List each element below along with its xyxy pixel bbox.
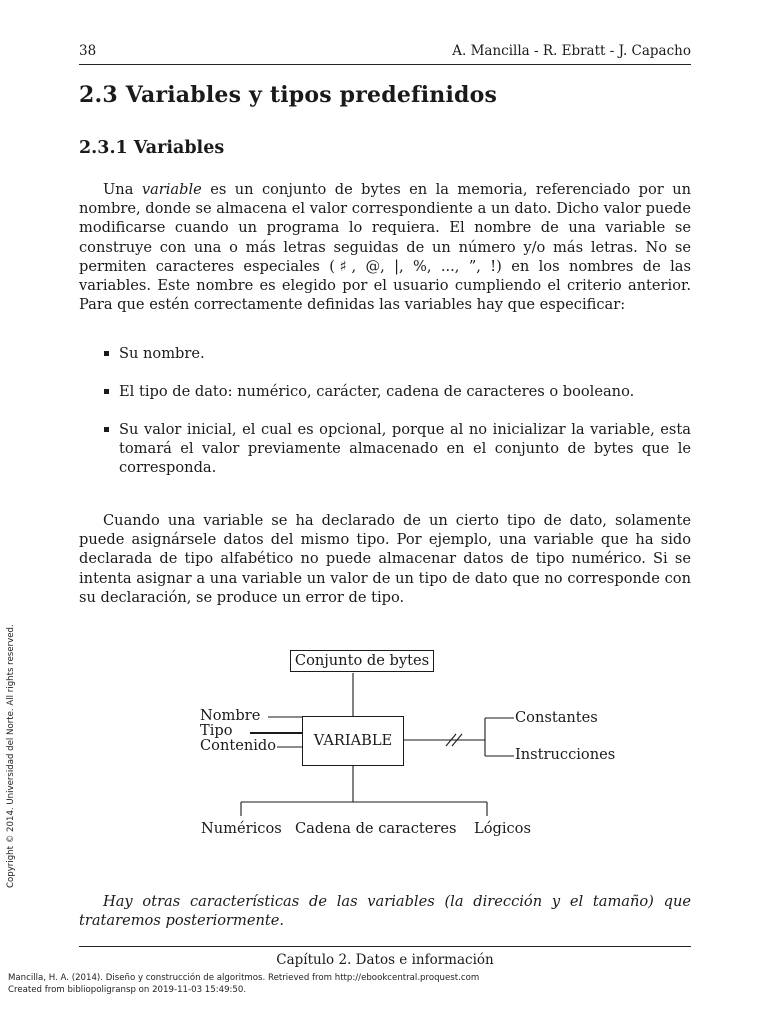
variable-diagram <box>0 640 768 840</box>
variable-box: VARIABLE <box>302 716 404 766</box>
created-line: Created from bibliopoligransp on 2019-11-03 15:49:50. <box>8 985 247 995</box>
label-numericos: Numéricos <box>201 820 282 837</box>
label-logicos: Lógicos <box>474 820 531 837</box>
list-item <box>79 382 691 401</box>
provenance-block <box>8 972 479 996</box>
bullet-square-icon <box>104 389 109 394</box>
copyright-notice: Copyright © 2014. Universidad del Norte. All rights reserved. <box>6 624 16 888</box>
running-header <box>79 42 691 65</box>
chapter-footer: Capítulo 2. Datos e información <box>276 952 494 968</box>
bullet-square-icon <box>104 427 109 432</box>
label-instrucciones: Instrucciones <box>515 746 616 763</box>
second-paragraph: Cuando una variable se ha declarado de un cierto tipo de dato, solamente puede asignársele datos del mismo tipo. Por ejemplo, una variable que ha sido declarada de tipo alfabético no puede almacenar datos de tipo numérico. Si se intenta asignar a una variable un valor de un tipo de dato que no corresponde con su declaración, se produce un error de tipo. <box>79 512 691 606</box>
footer-divider <box>79 946 691 947</box>
label-contenido: Contenido <box>200 737 277 754</box>
citation-line: Mancilla, H. A. (2014). Diseño y construcción de algoritmos. Retrieved from http://ebookcentral.proquest.com <box>8 973 480 983</box>
bytes-box: Conjunto de bytes <box>290 650 434 672</box>
intro-lead: Una <box>103 181 142 198</box>
subsection-title: 2.3.1 Variables <box>79 138 225 158</box>
bullet-square-icon <box>104 351 109 356</box>
bullet-text: El tipo de dato: numérico, carácter, cadena de caracteres o booleano. <box>119 383 635 400</box>
intro-rest: es un conjunto de bytes en la memoria, referenciado por un nombre, donde se almacena el valor correspondiente a un dato. Dicho valor puede modificarse cuando un programa lo requiera. El nombre de una variable se construye con una o más letras seguidas de un número y/o más letras. No se permiten caracteres especiales (♯, @, |, %, ..., ”, !) en los nombres de las variables. Este nombre es elegido por el usuario cumpliendo el criterio anterior. Para que estén correctamente definidas las variables hay que especificar: <box>79 181 691 314</box>
authors-line: A. Mancilla - R. Ebratt - J. Capacho <box>452 43 691 59</box>
intro-term: variable <box>141 181 202 198</box>
bullet-text: Su valor inicial, el cual es opcional, porque al no inicializar la variable, esta tomará el valor previamente almacenado en el conjunto de bytes que le corresponda. <box>119 421 691 477</box>
label-constantes: Constantes <box>515 709 598 726</box>
list-item <box>79 420 691 478</box>
label-tipo: Tipo <box>200 722 233 739</box>
intro-paragraph <box>79 180 691 314</box>
note-paragraph: Hay otras características de las variables (la dirección y el tamaño) que trataremos posteriormente. <box>79 893 691 930</box>
page-number: 38 <box>79 43 97 59</box>
bullet-text: Su nombre. <box>119 345 205 362</box>
label-cadena: Cadena de caracteres <box>295 820 457 837</box>
section-title: 2.3 Variables y tipos predefinidos <box>79 82 498 108</box>
list-item <box>79 344 691 363</box>
label-nombre: Nombre <box>200 707 261 724</box>
